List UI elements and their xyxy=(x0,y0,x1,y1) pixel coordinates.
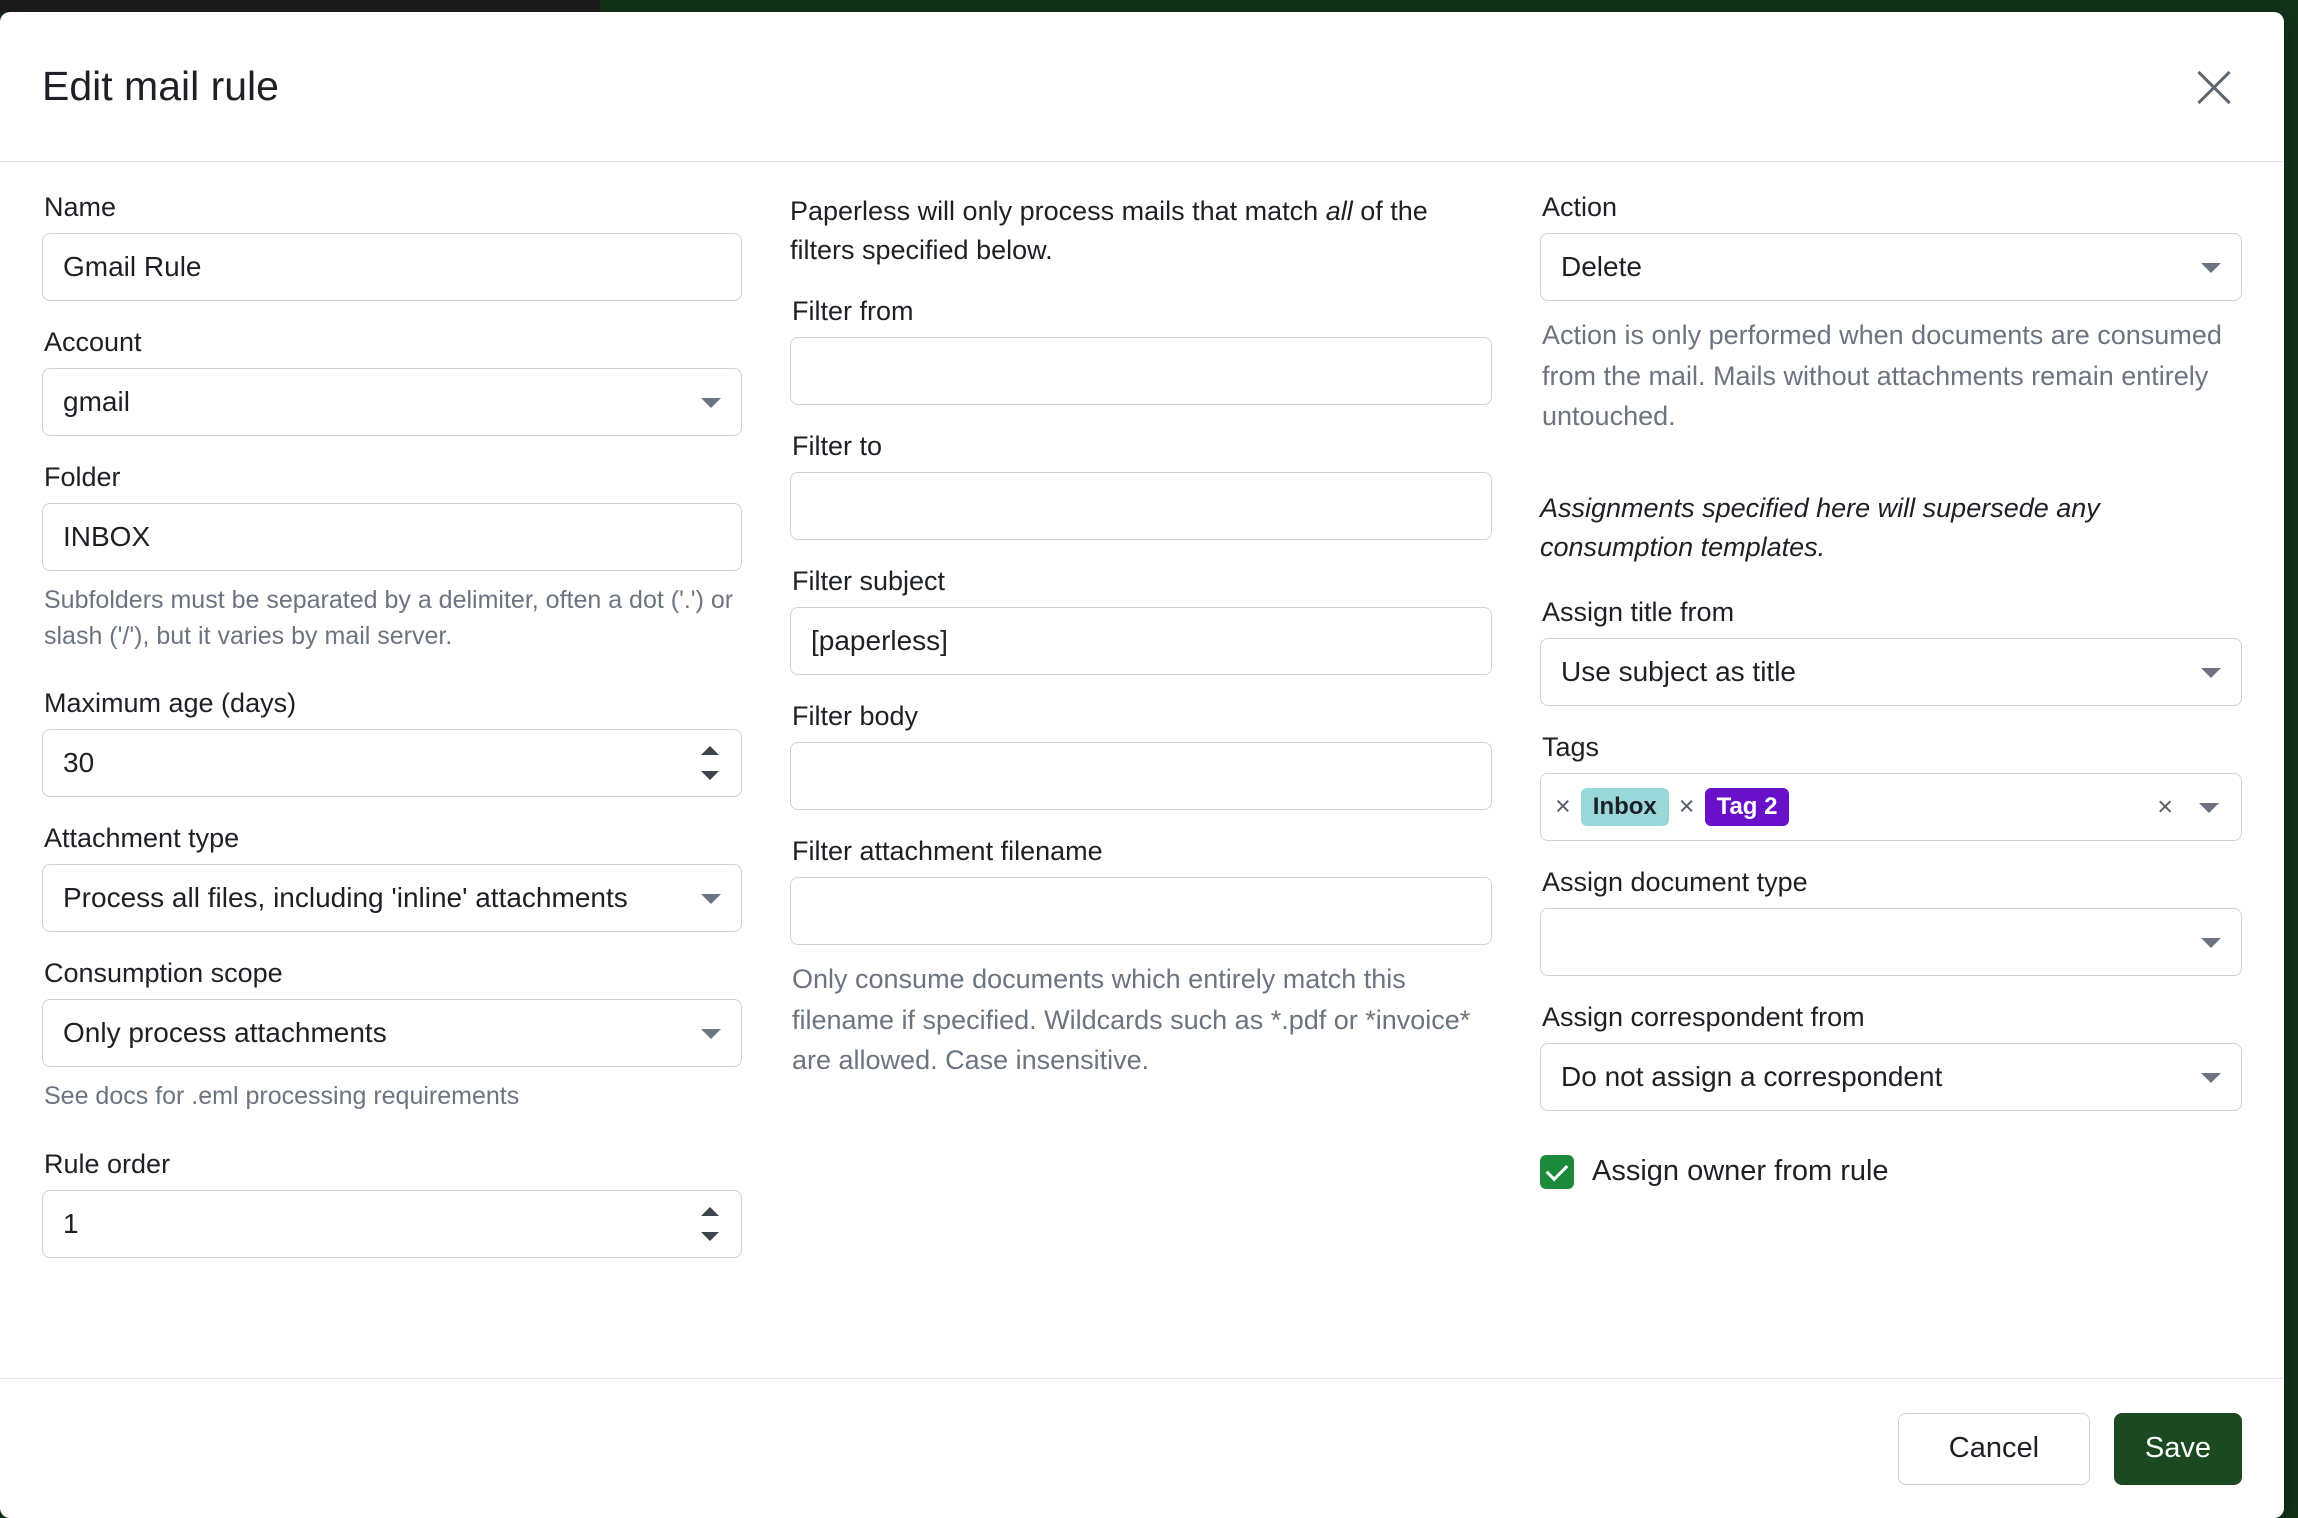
field-folder xyxy=(42,462,742,654)
assign-title-from-value: Use subject as title xyxy=(1561,655,1796,687)
filter-to-input[interactable] xyxy=(790,472,1492,540)
account-value: gmail xyxy=(63,386,130,417)
field-filter-subject xyxy=(790,566,1492,675)
consumption-scope-hint: See docs for .eml processing requirements xyxy=(44,1082,520,1110)
assign-owner-checkbox[interactable] xyxy=(1540,1155,1574,1189)
field-action xyxy=(1540,192,2242,437)
assign-title-from-select[interactable] xyxy=(1540,638,2242,706)
stepper-down-icon[interactable] xyxy=(701,771,719,780)
tags-select[interactable] xyxy=(1540,773,2242,841)
chevron-down-icon xyxy=(701,894,721,904)
filters-intro xyxy=(790,192,1492,270)
field-attachment-type xyxy=(42,823,742,932)
consumption-scope-select[interactable] xyxy=(42,999,742,1067)
folder-label: Folder xyxy=(44,462,121,492)
filter-subject-label: Filter subject xyxy=(792,566,946,597)
field-rule-order xyxy=(42,1149,742,1258)
consumption-scope-label: Consumption scope xyxy=(44,958,283,988)
rule-order-input[interactable]: 1 xyxy=(42,1190,742,1258)
assign-document-type-select[interactable] xyxy=(1540,908,2242,976)
field-account xyxy=(42,327,742,436)
chevron-down-icon xyxy=(2199,803,2219,813)
dialog-title: Edit mail rule xyxy=(42,63,279,109)
column-general xyxy=(42,192,742,1377)
column-filters xyxy=(790,192,1492,1377)
assign-owner-label: Assign owner from rule xyxy=(1592,1155,1889,1188)
field-tags xyxy=(1540,732,2242,841)
assign-owner-from-rule-row[interactable] xyxy=(1540,1155,2242,1189)
edit-mail-rule-dialog xyxy=(0,12,2284,1518)
chevron-down-icon xyxy=(2201,1073,2221,1083)
assignments-note: Assignments specified here will supersede any consumption templates. xyxy=(1540,492,2100,562)
assign-correspondent-from-value: Do not assign a correspondent xyxy=(1561,1060,1943,1092)
field-consumption-scope xyxy=(42,958,742,1115)
close-icon[interactable] xyxy=(2186,59,2242,115)
filters-intro-emphasis: all xyxy=(1325,196,1353,226)
field-filter-attachment-filename xyxy=(790,836,1492,1081)
remove-tag-icon[interactable]: × xyxy=(1555,791,1571,822)
assign-correspondent-from-select[interactable] xyxy=(1540,1043,2242,1111)
field-assign-document-type xyxy=(1540,867,2242,976)
account-label: Account xyxy=(44,327,142,357)
tag-chip[interactable] xyxy=(1679,788,1790,826)
filter-body-input[interactable] xyxy=(790,742,1492,810)
stepper-down-icon[interactable] xyxy=(701,1232,719,1241)
folder-input[interactable]: INBOX xyxy=(42,503,742,571)
stepper-up-icon[interactable] xyxy=(701,746,719,755)
attachment-type-label: Attachment type xyxy=(44,823,240,853)
rule-order-label: Rule order xyxy=(44,1148,171,1179)
assign-title-from-label: Assign title from xyxy=(1542,596,1735,627)
field-filter-body xyxy=(790,701,1492,810)
chevron-down-icon xyxy=(701,398,721,408)
clear-icon[interactable]: × xyxy=(2157,791,2173,822)
filter-attachment-hint: Only consume documents which entirely match this filename if specified. Wildcards such as *.pdf or *invoice* are allowed. Case insensitive. xyxy=(792,964,1471,1076)
field-filter-to xyxy=(790,431,1492,540)
chevron-down-icon xyxy=(2201,263,2221,273)
filter-from-label: Filter from xyxy=(792,296,914,327)
rule-order-stepper[interactable] xyxy=(700,1207,720,1241)
chevron-down-icon xyxy=(2201,668,2221,678)
tags-label: Tags xyxy=(1542,731,1600,762)
field-assign-title-from xyxy=(1540,597,2242,706)
maximum-age-label: Maximum age (days) xyxy=(44,688,297,718)
tag-label: Inbox xyxy=(1581,788,1669,826)
save-button[interactable]: Save xyxy=(2114,1413,2242,1485)
stepper-up-icon[interactable] xyxy=(701,1207,719,1216)
filter-attachment-filename-input[interactable] xyxy=(790,877,1492,945)
chevron-down-icon xyxy=(701,1029,721,1039)
remove-tag-icon[interactable]: × xyxy=(1678,791,1695,822)
filter-to-label: Filter to xyxy=(792,431,883,462)
action-label: Action xyxy=(1542,192,1618,222)
tag-label: Tag 2 xyxy=(1705,788,1790,826)
attachment-type-select[interactable] xyxy=(42,864,742,932)
filter-from-input[interactable] xyxy=(790,337,1492,405)
cancel-button[interactable]: Cancel xyxy=(1898,1413,2090,1485)
name-input[interactable]: Gmail Rule xyxy=(42,233,742,301)
field-filter-from xyxy=(790,296,1492,405)
assign-document-type-label: Assign document type xyxy=(1542,866,1808,897)
column-actions xyxy=(1540,192,2242,1377)
assign-correspondent-from-label: Assign correspondent from xyxy=(1542,1001,1865,1032)
action-hint: Action is only performed when documents are consumed from the mail. Mails without attachments remain entirely untouched. xyxy=(1542,320,2222,431)
maximum-age-input[interactable]: 30 xyxy=(42,729,742,797)
maximum-age-stepper[interactable] xyxy=(700,746,720,780)
attachment-type-value: Process all files, including 'inline' attachments xyxy=(63,882,628,913)
dialog-footer xyxy=(0,1378,2284,1518)
tag-chip[interactable] xyxy=(1555,788,1669,826)
dialog-body xyxy=(0,162,2284,1377)
filters-intro-suffix: of the filters specified below. xyxy=(790,196,1428,266)
filters-intro-prefix: Paperless will only process mails that match xyxy=(790,196,1326,226)
dialog-header xyxy=(0,12,2284,162)
action-value: Delete xyxy=(1561,251,1642,282)
folder-hint: Subfolders must be separated by a delimiter, often a dot ('.') or slash ('/'), but it varies by mail server. xyxy=(44,586,734,650)
filter-attachment-filename-label: Filter attachment filename xyxy=(792,836,1103,867)
field-maximum-age xyxy=(42,688,742,797)
field-name xyxy=(42,192,742,301)
filter-body-label: Filter body xyxy=(792,701,919,732)
account-select[interactable] xyxy=(42,368,742,436)
filter-subject-input[interactable]: [paperless] xyxy=(790,607,1492,675)
field-assign-correspondent-from xyxy=(1540,1002,2242,1111)
action-select[interactable] xyxy=(1540,233,2242,301)
name-label: Name xyxy=(44,192,117,222)
consumption-scope-value: Only process attachments xyxy=(63,1017,387,1048)
chevron-down-icon xyxy=(2201,938,2221,948)
